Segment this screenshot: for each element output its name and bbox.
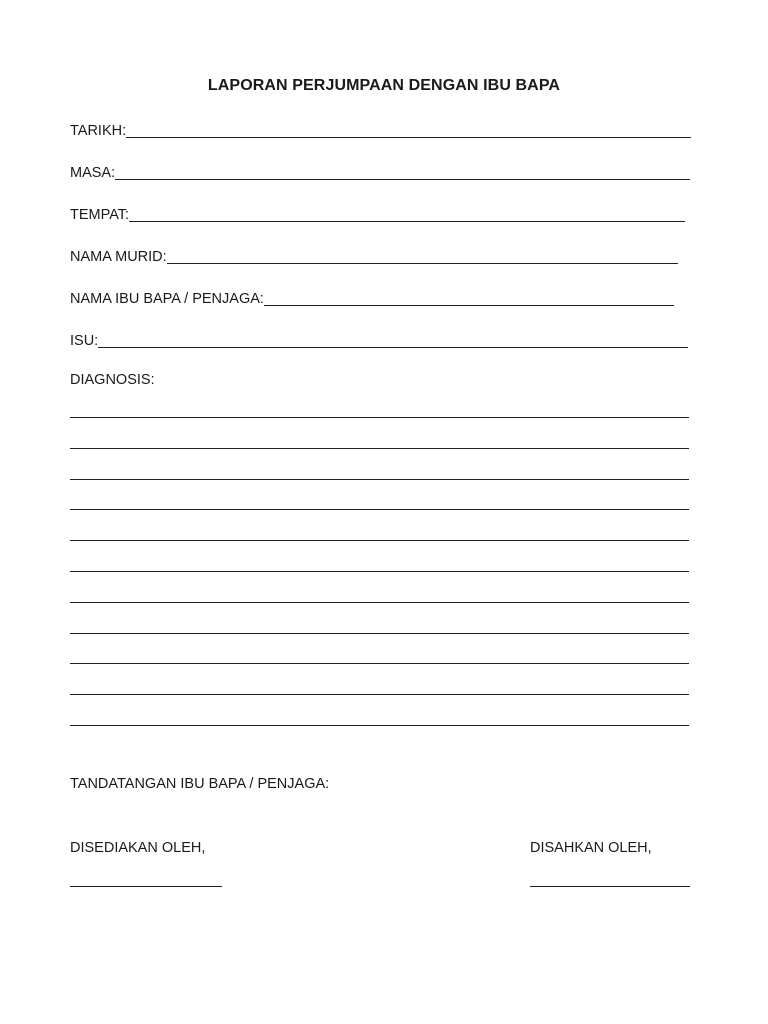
field-label-masa: MASA: <box>70 165 116 181</box>
field-line-nama-ibu-bapa[interactable] <box>264 290 674 306</box>
field-label-nama-murid: NAMA MURID: <box>70 249 167 265</box>
field-line-isu[interactable] <box>98 332 688 348</box>
field-label-isu: ISU: <box>70 333 99 349</box>
diagnosis-line[interactable] <box>70 479 689 480</box>
page-title: LAPORAN PERJUMPAAN DENGAN IBU BAPA <box>207 77 561 94</box>
diagnosis-line[interactable] <box>70 571 689 572</box>
diagnosis-line[interactable] <box>70 633 689 634</box>
field-nama-murid[interactable] <box>70 246 678 266</box>
field-tarikh[interactable] <box>70 120 691 140</box>
diagnosis-label: DIAGNOSIS: <box>70 372 155 388</box>
diagnosis-line[interactable] <box>70 663 689 664</box>
diagnosis-line[interactable] <box>70 417 689 418</box>
parent-signature-label: TANDATANGAN IBU BAPA / PENJAGA: <box>70 776 330 792</box>
field-masa[interactable] <box>70 162 690 182</box>
field-line-tempat[interactable] <box>129 206 685 222</box>
diagnosis-line[interactable] <box>70 694 689 695</box>
approved-by-label: DISAHKAN OLEH, <box>530 840 652 856</box>
field-isu[interactable] <box>70 330 688 350</box>
diagnosis-line[interactable] <box>70 509 689 510</box>
field-line-masa[interactable] <box>115 164 690 180</box>
field-label-tarikh: TARIKH: <box>70 123 127 139</box>
prepared-by-signature-line[interactable] <box>70 886 222 887</box>
diagnosis-line[interactable] <box>70 602 689 603</box>
diagnosis-line[interactable] <box>70 540 689 541</box>
field-label-tempat: TEMPAT: <box>70 207 130 223</box>
field-nama-ibu-bapa[interactable] <box>70 288 674 308</box>
approved-by-signature-line[interactable] <box>530 886 690 887</box>
diagnosis-line[interactable] <box>70 725 689 726</box>
diagnosis-line[interactable] <box>70 448 689 449</box>
field-label-nama-ibu-bapa: NAMA IBU BAPA / PENJAGA: <box>70 291 264 307</box>
field-tempat[interactable] <box>70 204 685 224</box>
prepared-by-label: DISEDIAKAN OLEH, <box>70 840 206 856</box>
field-line-tarikh[interactable] <box>126 122 691 138</box>
field-line-nama-murid[interactable] <box>167 248 678 264</box>
